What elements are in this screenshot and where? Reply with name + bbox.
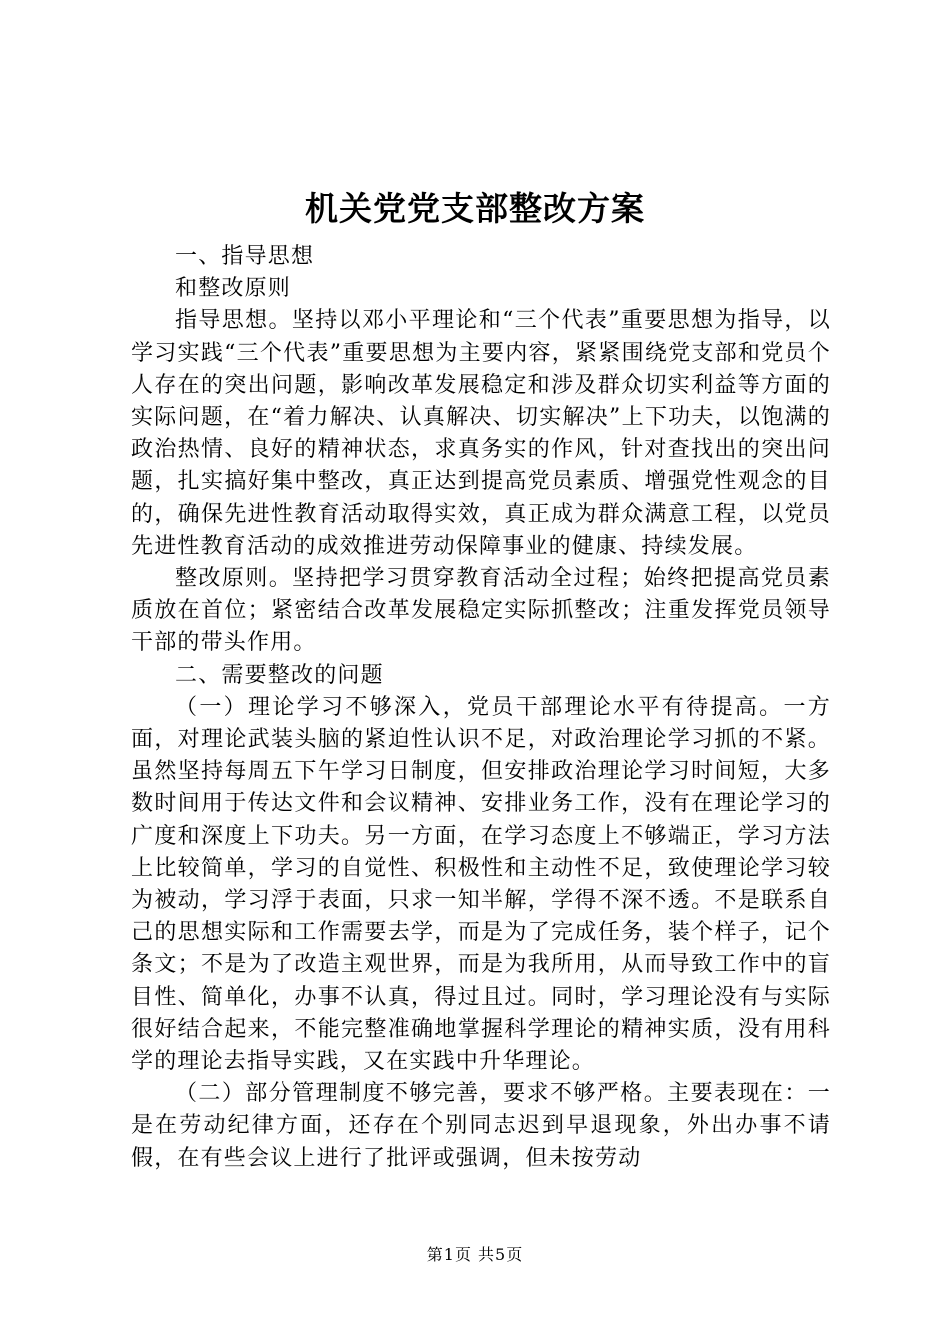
page-footer: 第1页 共5页 bbox=[426, 1245, 524, 1264]
paragraph-rectification-principles: 整改原则。坚持把学习贯穿教育活动全过程；始终把提高党员素质放在首位；紧密结合改革发展稳定实际抓整改；注重发挥党员领导干部的带头作用。 bbox=[131, 566, 831, 656]
document-title: 机关党党支部整改方案 bbox=[305, 189, 645, 228]
section-heading-guiding-ideology: 一、指导思想 bbox=[175, 244, 315, 269]
section-heading-problems: 二、需要整改的问题 bbox=[175, 662, 384, 688]
paragraph-problem-two: （二）部分管理制度不够完善，要求不够严格。主要表现在：一是在劳动纪律方面，还存在个别同志迟到早退现象，外出办事不请假，在有些会议上进行了批评或强调，但未按劳动 bbox=[131, 1081, 831, 1171]
section-heading-continuation: 和整改原则 bbox=[175, 276, 292, 302]
paragraph-problem-one: （一）理论学习不够深入，党员干部理论水平有待提高。一方面，对理论武装头脑的紧迫性认识不足，对政治理论学习抓的不紧。虽然坚持每周五下午学习日制度，但安排政治理论学习时间短，大多数时间用于传达文件和会议精神、安排业务工作，没有在理论学习的广度和深度上下功夫。另一方面，在学习态度上不够端正，学习方法上比较简单，学习的自觉性、积极性和主动性不足，致使理论学习较为被动，学习浮于表面，只求一知半解，学得不深不透。不是联系自己的思想实际和工作需要去学，而是为了完成任务，装个样子，记个条文；不是为了改造主观世界，而是为我所用，从而导致工作中的盲目性、简单化，办事不认真，得过且过。同时，学习理论没有与实际很好结合起来，不能完整准确地掌握科学理论的精神实质，没有用科学的理论去指导实践，又在实践中升华理论。 bbox=[131, 694, 831, 1075]
paragraph-guiding-ideology: 指导思想。坚持以邓小平理论和“三个代表”重要思想为指导，以学习实践“三个代表”重要思想为主要内容，紧紧围绕党支部和党员个人存在的突出问题，影响改革发展稳定和涉及群众切实利益等方面的实际问题，在“着力解决、认真解决、切实解决”上下功夫，以饱满的政治热情、良好的精神状态，求真务实的作风，针对查找出的突出问题，扎实搞好集中整改，真正达到提高党员素质、增强党性观念的目的，确保先进性教育活动取得实效，真正成为群众满意工程，以党员先进性教育活动的成效推进劳动保障事业的健康、持续发展。 bbox=[131, 308, 831, 559]
document-body bbox=[131, 241, 831, 1175]
